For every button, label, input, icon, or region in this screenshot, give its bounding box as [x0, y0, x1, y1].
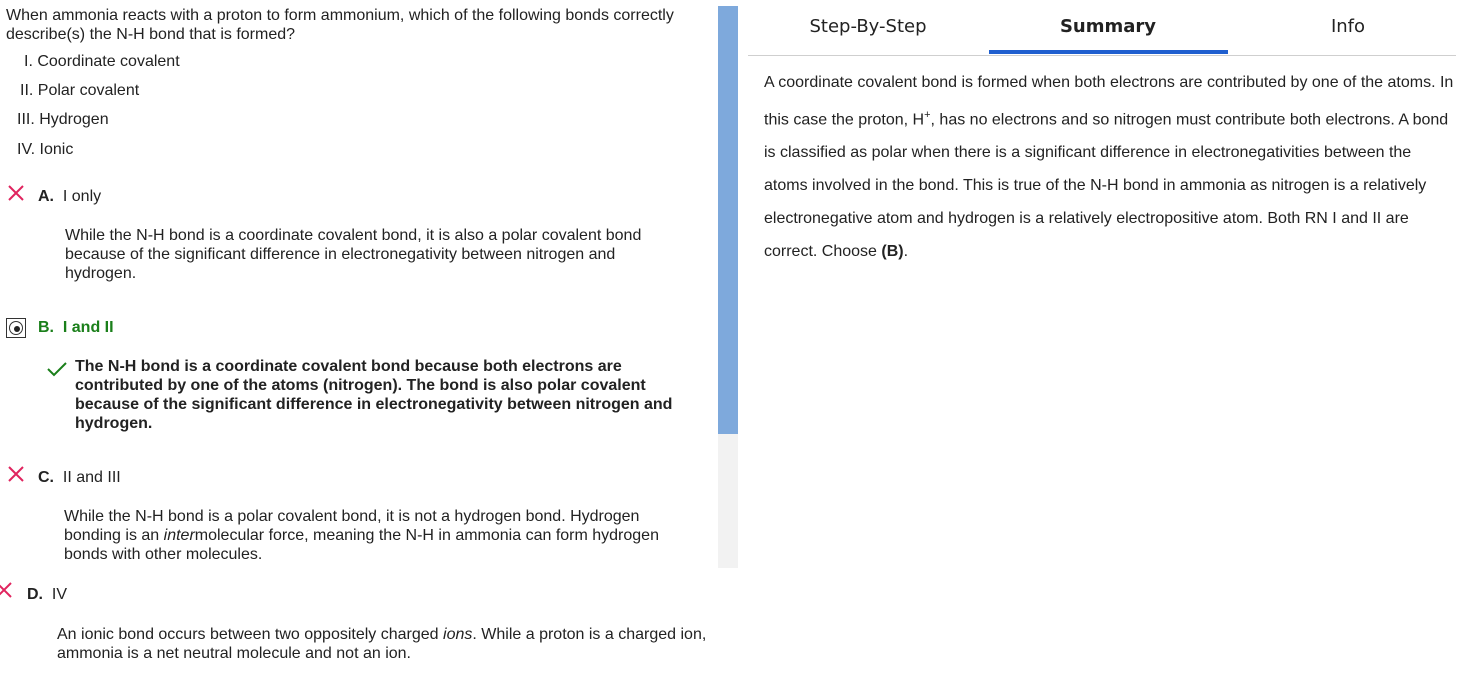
choice-a-text: I only: [62, 188, 102, 205]
question-panel: [0, 0, 712, 678]
choice-b[interactable]: [38, 318, 114, 338]
choice-d[interactable]: [27, 585, 67, 605]
tab-info[interactable]: Info: [1330, 16, 1366, 37]
tab-summary[interactable]: Summary: [1059, 16, 1157, 37]
tab-bar: [748, 0, 1456, 56]
choice-c-letter: C.: [38, 469, 54, 486]
choice-b-letter: B.: [38, 319, 54, 336]
choice-b-explanation: The N-H bond is a coordinate covalent bond because both electrons are contributed by one of the atoms (nitrogen). The bond is also polar covalent because of the significant difference in electronegativity between nitrogen and hydrogen.: [75, 358, 673, 432]
question-text: When ammonia reacts with a proton to form ammonium, which of the following bonds correctly describe(s) the N-H bond that is formed?: [6, 7, 674, 43]
check-mark-icon: [46, 360, 68, 383]
statement-4: IV. Ionic: [17, 141, 74, 158]
choice-d-letter: D.: [27, 586, 43, 603]
active-tab-indicator: [989, 50, 1228, 54]
statement-1: I. Coordinate covalent: [24, 53, 180, 70]
x-mark-icon: [0, 581, 13, 599]
statement-2: II. Polar covalent: [20, 82, 140, 99]
statement-3: III. Hydrogen: [17, 111, 109, 128]
radio-selected-icon[interactable]: [6, 318, 26, 338]
solution-panel: [748, 0, 1456, 678]
choice-c-explanation: While the N-H bond is a polar covalent bond, it is not a hydrogen bond. Hydrogen bonding is an intermolecular force, meaning the N-H in ammonia can form hydrogen bonds with other molecules.: [64, 508, 659, 563]
x-mark-icon: [7, 184, 25, 202]
tab-step-by-step[interactable]: Step-By-Step: [809, 16, 927, 37]
choice-c-text: II and III: [62, 469, 121, 486]
summary-text: A coordinate covalent bond is formed when both electrons are contributed by one of the atoms. In this case the proton, H+, has no electrons and so nitrogen must contribute both electrons. A bond is classified as polar when there is a significant difference in electronegativities between the atoms involved in the bond. This is true of the N-H bond in ammonia as nitrogen is a relatively electronegative atom and hydrogen is a relatively electropositive atom. Both RN I and II are correct. Choose (B).: [764, 74, 1454, 261]
choice-c[interactable]: [38, 468, 121, 488]
choice-a[interactable]: [38, 187, 101, 207]
scrollbar-thumb[interactable]: [718, 6, 738, 434]
choice-d-explanation: An ionic bond occurs between two oppositely charged ions. While a proton is a charged ion, ammonia is a net neutral molecule and not an ion.: [57, 626, 707, 662]
choice-d-text: IV: [51, 586, 68, 603]
x-mark-icon: [7, 465, 25, 483]
choice-a-letter: A.: [38, 188, 54, 205]
choice-b-text: I and II: [62, 319, 114, 336]
choice-a-explanation: While the N-H bond is a coordinate covalent bond, it is also a polar covalent bond because of the significant difference in electronegativity between nitrogen and hydrogen.: [65, 227, 642, 282]
